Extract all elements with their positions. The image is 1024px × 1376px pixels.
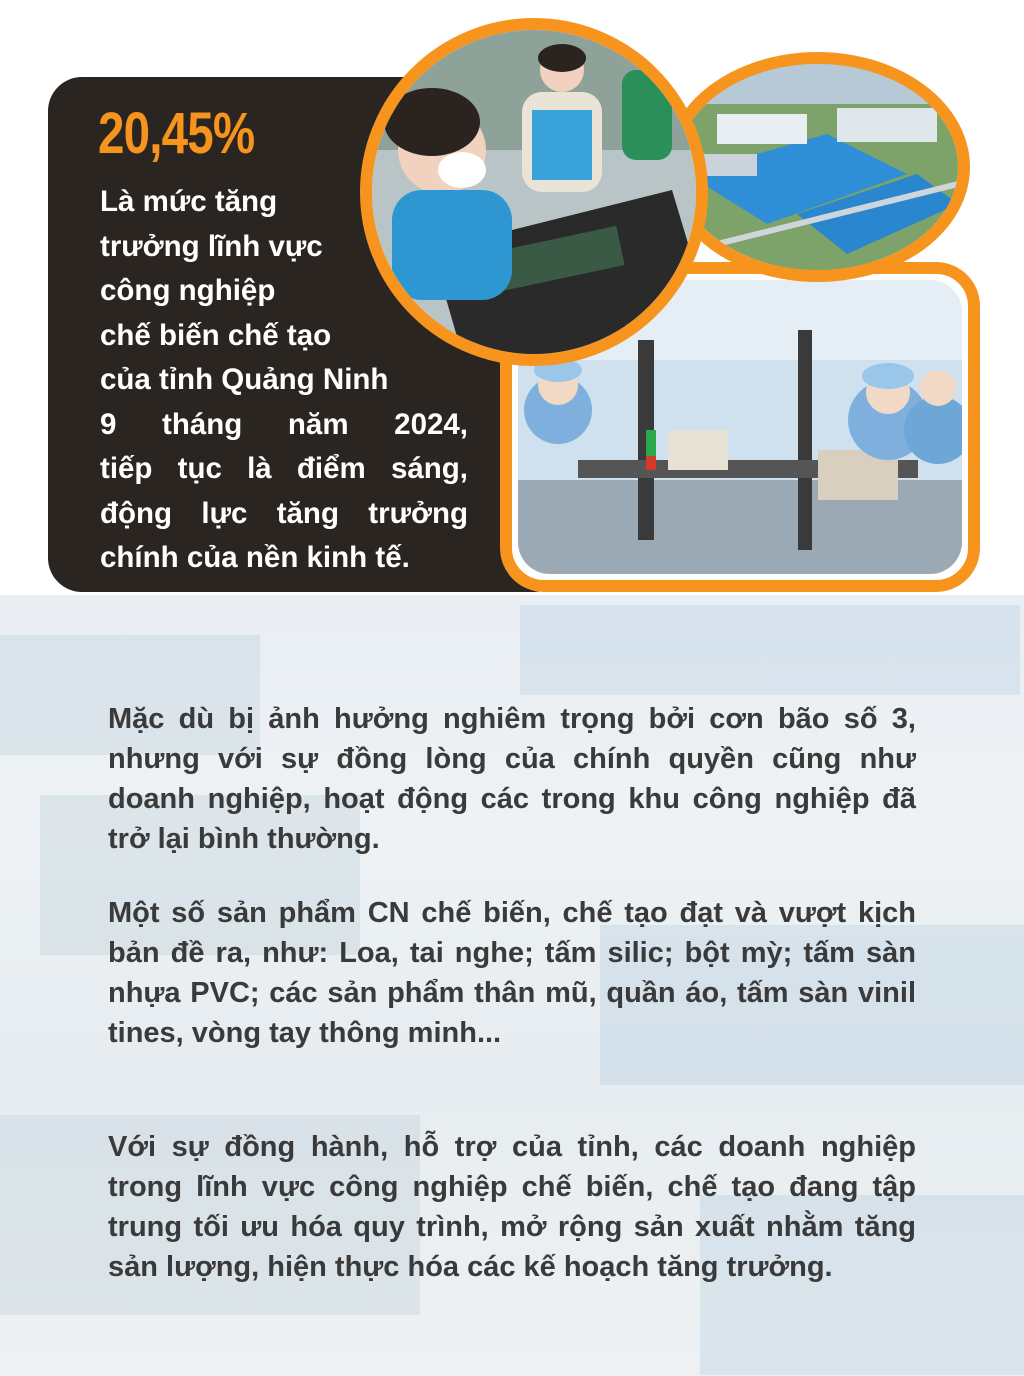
- industrial-park-illustration: [677, 64, 958, 270]
- industrial-park-photo: [665, 52, 970, 282]
- stat-line: tiếp tục là điểm sáng,: [100, 452, 468, 485]
- assembly-workers-illustration: [372, 30, 696, 354]
- stat-line: chính của nền kinh tế.: [100, 541, 410, 574]
- stat-value: 20,45%: [98, 101, 255, 166]
- article-paragraph-1: Mặc dù bị ảnh hưởng nghiêm trọng bởi cơn bão số 3, nhưng với sự đồng lòng của chính quyền cũng như doanh nghiệp, hoạt động các trong khu công nghiệp đã trở lại bình thường.: [108, 703, 916, 855]
- stat-line: công nghiệp: [100, 274, 276, 307]
- stat-line: của tỉnh Quảng Ninh: [100, 363, 389, 396]
- article-paragraph-3: Với sự đồng hành, hỗ trợ của tỉnh, các doanh nghiệp trong lĩnh vực công nghiệp chế biến, chế tạo đang tập trung tối ưu hóa quy trình, mở rộng sản xuất nhằm tăng sản lượng, hiện thực hóa các kế hoạch tăng trưởng.: [108, 1131, 916, 1283]
- article-paragraph-2: Một số sản phẩm CN chế biến, chế tạo đạt và vượt kịch bản đề ra, như: Loa, tai nghe; tấm silic; bột mỳ; tấm sàn nhựa PVC; các sản phẩm thân mũ, quần áo, tấm sàn vinil tines, vòng tay thông minh...: [108, 897, 916, 1049]
- stat-line: Là mức tăng: [100, 185, 278, 218]
- stat-line: chế biến chế tạo: [100, 318, 332, 352]
- assembly-workers-photo: [360, 18, 708, 366]
- stat-line: động lực tăng trưởng: [100, 496, 468, 530]
- stat-line: 9 tháng năm 2024,: [100, 407, 468, 441]
- stat-line: trưởng lĩnh vực: [100, 229, 323, 263]
